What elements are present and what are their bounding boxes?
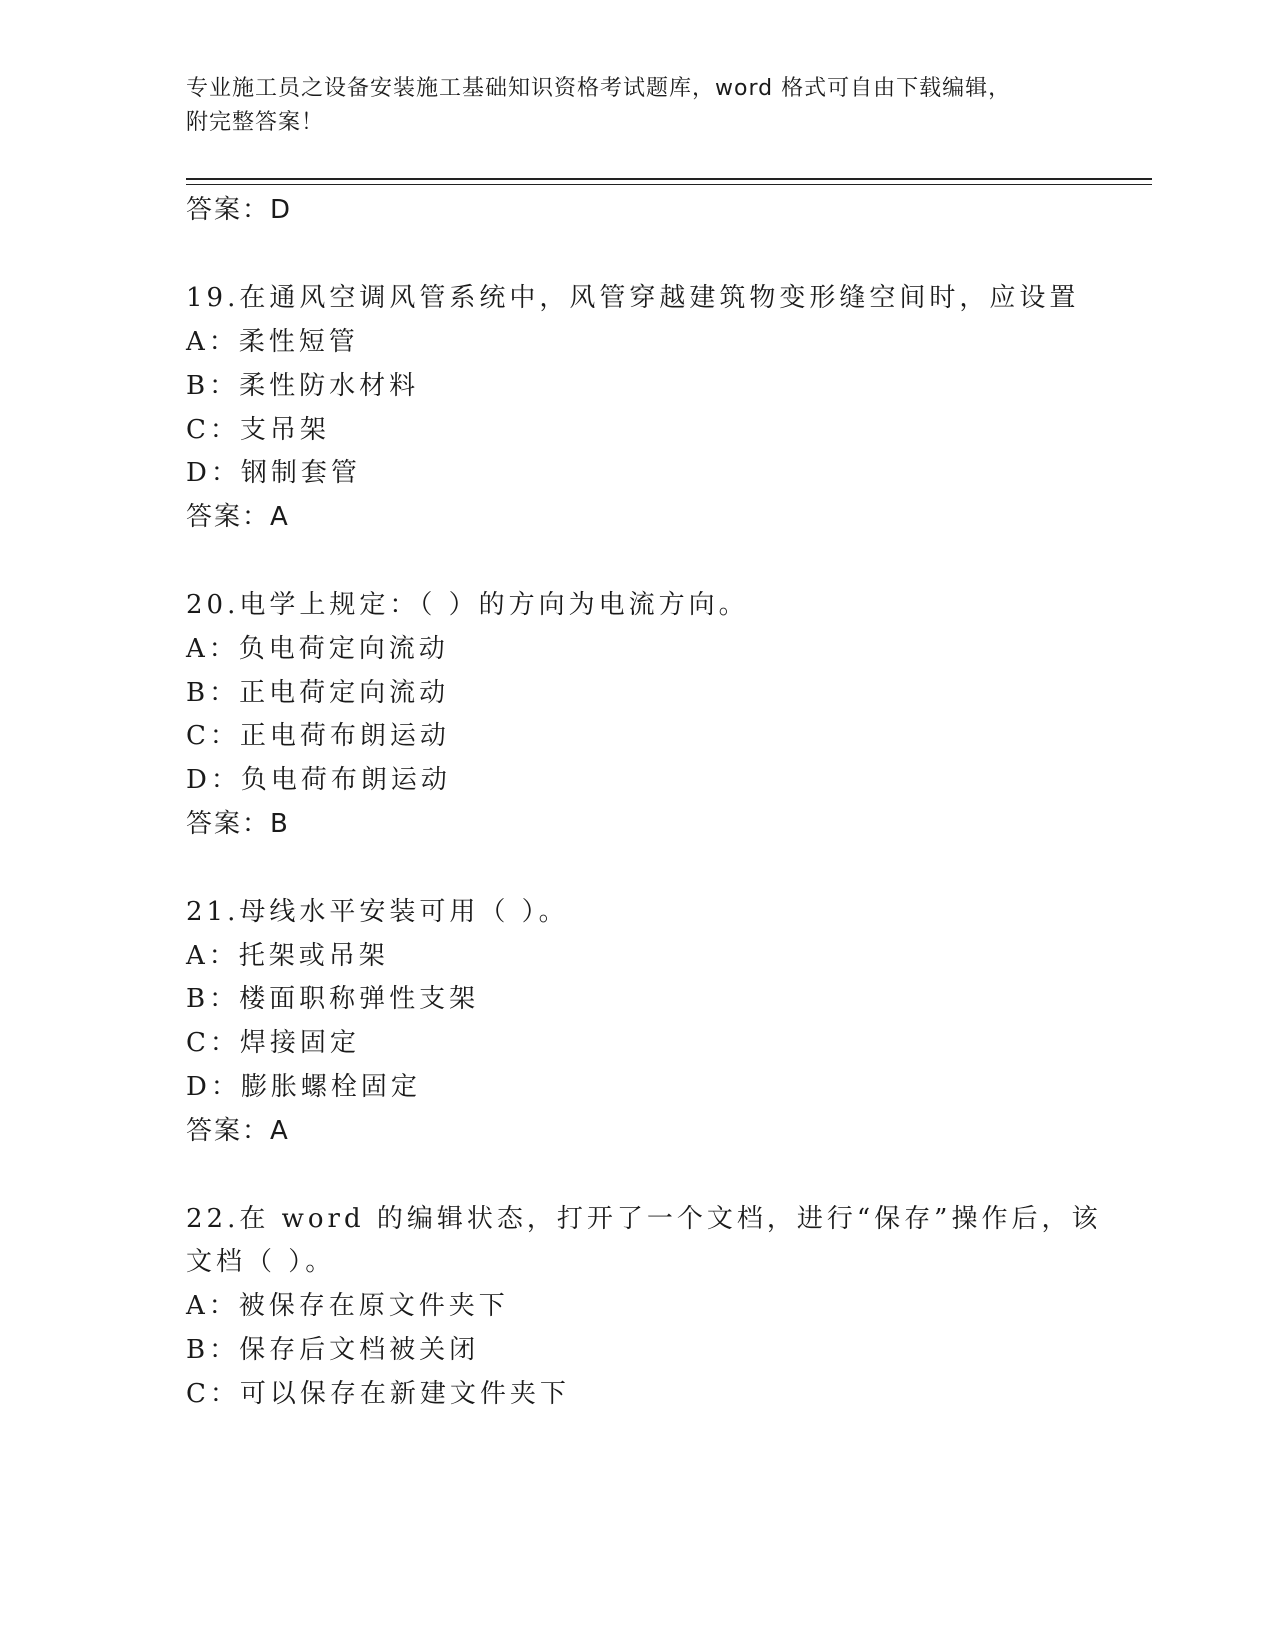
question-19-stem: 19.在通风空调风管系统中，风管穿越建筑物变形缝空间时，应设置 [186,283,1080,313]
question-20-stem: 20.电学上规定：（ ）的方向为电流方向。 [186,590,749,620]
header-line-2: 附完整答案！ [186,110,325,135]
question-21-answer: 答案：A [186,1116,290,1146]
question-19-option-d: D：钢制套管 [186,458,361,488]
question-22-option-a: A：被保存在原文件夹下 [186,1291,509,1321]
question-21-option-d: D：膨胀螺栓固定 [186,1072,421,1102]
question-21-option-a: A：托架或吊架 [186,941,389,971]
document-header [186,72,1066,140]
question-22-option-b: B：保存后文档被关闭 [186,1335,480,1365]
question-22-stem-line-2: 文档（ ）。 [186,1247,336,1277]
question-20-option-d: D：负电荷布朗运动 [186,765,451,795]
question-20-answer: 答案：B [186,809,290,839]
question-19-option-b: B：柔性防水材料 [186,371,420,401]
question-19-option-a: A：柔性短管 [186,327,359,357]
question-20-option-b: B：正电荷定向流动 [186,678,450,708]
question-20-option-a: A：负电荷定向流动 [186,634,449,664]
header-rule-thick [186,178,1152,180]
question-22-stem-line-1: 22.在 word 的编辑状态，打开了一个文档，进行“保存”操作后，该 [186,1204,1102,1234]
header-line-1: 专业施工员之设备安装施工基础知识资格考试题库，word 格式可自由下载编辑， [186,76,1012,101]
header-rule-thin [186,184,1152,185]
question-21-option-c: C：焊接固定 [186,1028,360,1058]
question-22-option-c: C：可以保存在新建文件夹下 [186,1379,570,1409]
question-21-option-b: B：楼面职称弹性支架 [186,984,480,1014]
question-19-answer: 答案：A [186,502,290,532]
question-19-option-c: C：支吊架 [186,415,330,445]
question-21-stem: 21.母线水平安装可用（ ）。 [186,897,569,927]
question-20-option-c: C：正电荷布朗运动 [186,721,450,751]
answer-prev: 答案：D [186,195,293,225]
